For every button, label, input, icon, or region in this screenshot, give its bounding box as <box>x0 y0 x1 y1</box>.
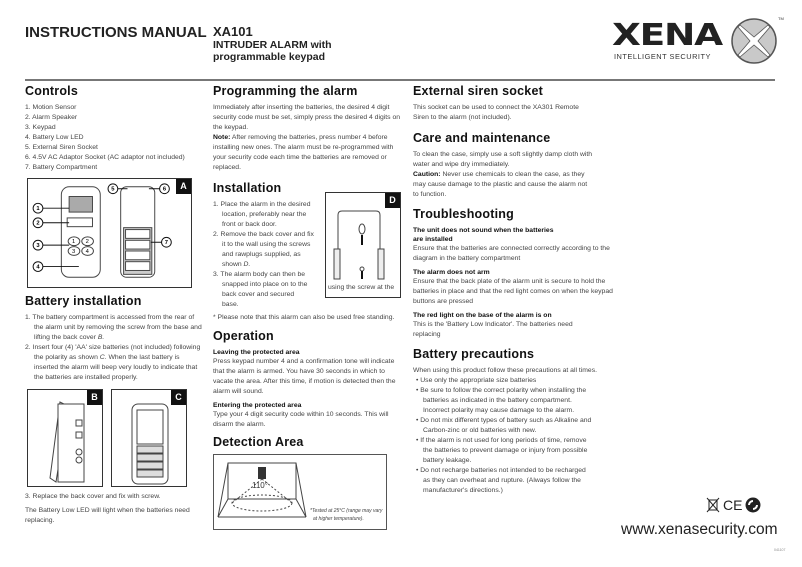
detection-area-diagram <box>213 454 387 530</box>
care-heading: Care and maintenance <box>413 131 551 145</box>
detection-note <box>310 507 382 523</box>
troubleshooting-heading: Troubleshooting <box>413 207 514 221</box>
weee-bin-icon <box>706 497 720 513</box>
programming-text: Immediately after inserting the batteries, the desired 4 digit security code must be set, simply press the desired 4 digits on the keypad. <box>213 104 401 131</box>
battery-installation-section <box>25 294 205 383</box>
caution-label: Caution: <box>413 171 441 178</box>
detection-angle: 110° <box>252 481 268 490</box>
callout-3: 3 <box>36 243 40 250</box>
detection-note-line: *Tested at 25°C (range may vary <box>310 508 383 514</box>
figure-ref: D. <box>243 261 251 268</box>
entering-heading: Entering the protected area <box>213 402 302 409</box>
install-step-2 <box>213 230 317 270</box>
note-label: Note: <box>213 134 231 141</box>
controls-list <box>25 103 205 173</box>
document-code: 041107 <box>774 548 786 552</box>
precaution-item: • Use only the appropriate size batteries <box>416 377 537 384</box>
step-text: 2. Remove the back cover and fix it to the wall using the screws and rawplugs supplied, as shown <box>213 231 314 268</box>
figure-ref: B. <box>97 334 105 341</box>
trouble-answer: Ensure that the back plate of the alarm unit is secure to hold the batteries in place and that the red light comes on when the keypad buttons are pressed <box>413 278 613 305</box>
green-dot-recycle-icon <box>745 497 761 513</box>
care-text: To clean the case, simply use a soft slightly damp cloth with water and wipe dry immediately. <box>413 151 593 168</box>
battery-figures <box>27 389 205 487</box>
list-item: 6. 4.5V AC Adaptor Socket (AC adaptor not included) <box>25 154 185 161</box>
trouble-question: The alarm does not arm <box>413 269 490 276</box>
controls-section <box>25 84 205 173</box>
figure-label: C <box>171 390 186 405</box>
operation-section <box>213 329 401 450</box>
website-url[interactable]: www.xenasecurity.com <box>621 521 778 538</box>
leaving-text: Press keypad number 4 and a confirmation tone will indicate that the alarm is armed. You have 30 seconds in which to vacate the area. After this time, if motion is detected then the alarm will sound. <box>213 358 396 395</box>
step-text: 2. Insert four (4) 'AA' size batteries (not included) following the polarity as shown <box>25 344 201 361</box>
care-caution <box>413 170 593 200</box>
product-subtitle-1: INTRUDER ALARM with <box>213 39 332 51</box>
programming-note <box>213 133 401 173</box>
install-step-3-end: base. <box>222 301 239 308</box>
external-siren-text: This socket can be used to connect the XA301 Remote Siren to the alarm (not included). <box>413 104 579 121</box>
figure-d-wall-mount <box>325 192 401 298</box>
battery-step-1 <box>25 313 205 343</box>
programming-heading: Programming the alarm <box>213 84 358 98</box>
installation-heading: Installation <box>213 181 282 195</box>
logo-tagline: INTELLIGENT SECURITY <box>614 52 711 61</box>
callout-6: 6 <box>162 186 167 193</box>
callout-1: 1 <box>36 206 40 213</box>
detection-heading: Detection Area <box>213 435 304 449</box>
trouble-answer: Ensure that the batteries are connected correctly according to the diagram in the battery compartment <box>413 245 610 262</box>
battery-low-note: The Battery Low LED will light when the batteries need replacing. <box>25 507 190 524</box>
leaving-heading: Leaving the protected area <box>213 349 300 356</box>
install-step-1: 1. Place the alarm in the desired location, preferably near the front or back door. <box>213 201 311 228</box>
precaution-item: • If the alarm is not used for long periods of time, remove the batteries to prevent damage or injury from possible battery leakage. <box>416 437 588 464</box>
list-item: 7. Battery Compartment <box>25 164 98 171</box>
trademark: TM <box>778 16 784 21</box>
xena-logo <box>612 14 782 64</box>
install-step-3: 3. The alarm body can then be snapped into place on to the back cover and secured <box>213 271 308 298</box>
figure-a-controls-diagram <box>27 178 192 288</box>
key-2: 2 <box>85 239 89 246</box>
trouble-answer: This is the 'Battery Low Indicator'. The batteries need replacing <box>413 321 573 338</box>
figure-label: B <box>87 390 102 405</box>
key-3: 3 <box>72 248 76 255</box>
operation-heading: Operation <box>213 329 274 343</box>
product-header <box>213 24 332 63</box>
certification-icons <box>706 497 761 513</box>
figure-label: A <box>176 179 191 194</box>
callout-7: 7 <box>164 240 169 247</box>
trouble-question: The unit does not sound when the batteries are installed <box>413 227 554 243</box>
step-text: 1. The battery compartment is accessed from the rear of the alarm unit by removing the screw from the base and lifting the back cover <box>25 314 202 341</box>
figure-ref: C. <box>99 354 107 361</box>
list-item: 4. Battery Low LED <box>25 134 84 141</box>
callout-4: 4 <box>36 264 40 271</box>
programming-section <box>213 84 401 173</box>
precaution-item: • Do not mix different types of battery such as Alkaline and Carbon-zinc or old batteries with new. <box>416 417 592 434</box>
trouble-question: The red light on the base of the alarm is on <box>413 312 552 319</box>
callout-5: 5 <box>111 186 115 193</box>
install-step-3-cont: using the screw at the <box>328 284 395 291</box>
step-text: When the last battery is inserted the alarm will beep very loudly to indicate that the batteries are installed properly. <box>34 354 198 381</box>
entering-text: Type your 4 digit security code within 10 seconds. This will disarm the alarm. <box>213 411 389 428</box>
caution-text: Never use chemicals to clean the case, as they may cause damage to the plastic and cause the alarm not to function. <box>413 171 588 198</box>
logo-x-icon <box>730 17 778 65</box>
model-number: XA101 <box>213 24 253 39</box>
right-column <box>413 84 618 496</box>
key-1: 1 <box>72 239 76 246</box>
list-item: 1. Motion Sensor <box>25 104 77 111</box>
battery-installation-heading: Battery installation <box>25 294 142 308</box>
installation-section <box>213 181 401 323</box>
middle-column <box>213 84 401 530</box>
controls-heading: Controls <box>25 84 78 98</box>
manual-title: INSTRUCTIONS MANUAL <box>25 24 207 41</box>
list-item: 3. Keypad <box>25 124 56 131</box>
note-text: After removing the batteries, press number 4 before installing new ones. The alarm must be re-programmed with your security code each time the batteries are removed or replaced. <box>213 134 394 171</box>
logo-brand: XENA <box>612 18 722 53</box>
external-siren-heading: External siren socket <box>413 84 543 98</box>
figure-c-battery-polarity <box>111 389 187 487</box>
precaution-item: • Be sure to follow the correct polarity when installing the batteries as indicated in the battery compartment. Incorrect polarity may cause damage to the alarm. <box>416 387 587 414</box>
callout-2: 2 <box>36 220 40 227</box>
figure-label: D <box>385 193 400 208</box>
figure-b-back-cover <box>27 389 103 487</box>
ce-mark-icon: CE <box>723 497 743 513</box>
list-item: 2. Alarm Speaker <box>25 114 78 121</box>
precautions-intro: When using this product follow these precautions at all times. <box>413 367 597 374</box>
detection-note-line: at higher temperature). <box>313 516 364 522</box>
left-column <box>25 84 205 526</box>
installation-footnote: * Please note that this alarm can also be used free standing. <box>213 314 395 321</box>
battery-step-3: 3. Replace the back cover and fix with screw. <box>25 493 161 500</box>
product-subtitle-2: programmable keypad <box>213 51 326 63</box>
battery-step-2 <box>25 343 205 383</box>
header-rule <box>25 79 775 81</box>
list-item: 5. External Siren Socket <box>25 144 98 151</box>
precaution-item: • Do not recharge batteries not intended to be recharged as they can overheat and rupture. (Always follow the manufacturer's directions.) <box>416 467 586 494</box>
key-4: 4 <box>85 248 89 255</box>
precautions-heading: Battery precautions <box>413 347 535 361</box>
